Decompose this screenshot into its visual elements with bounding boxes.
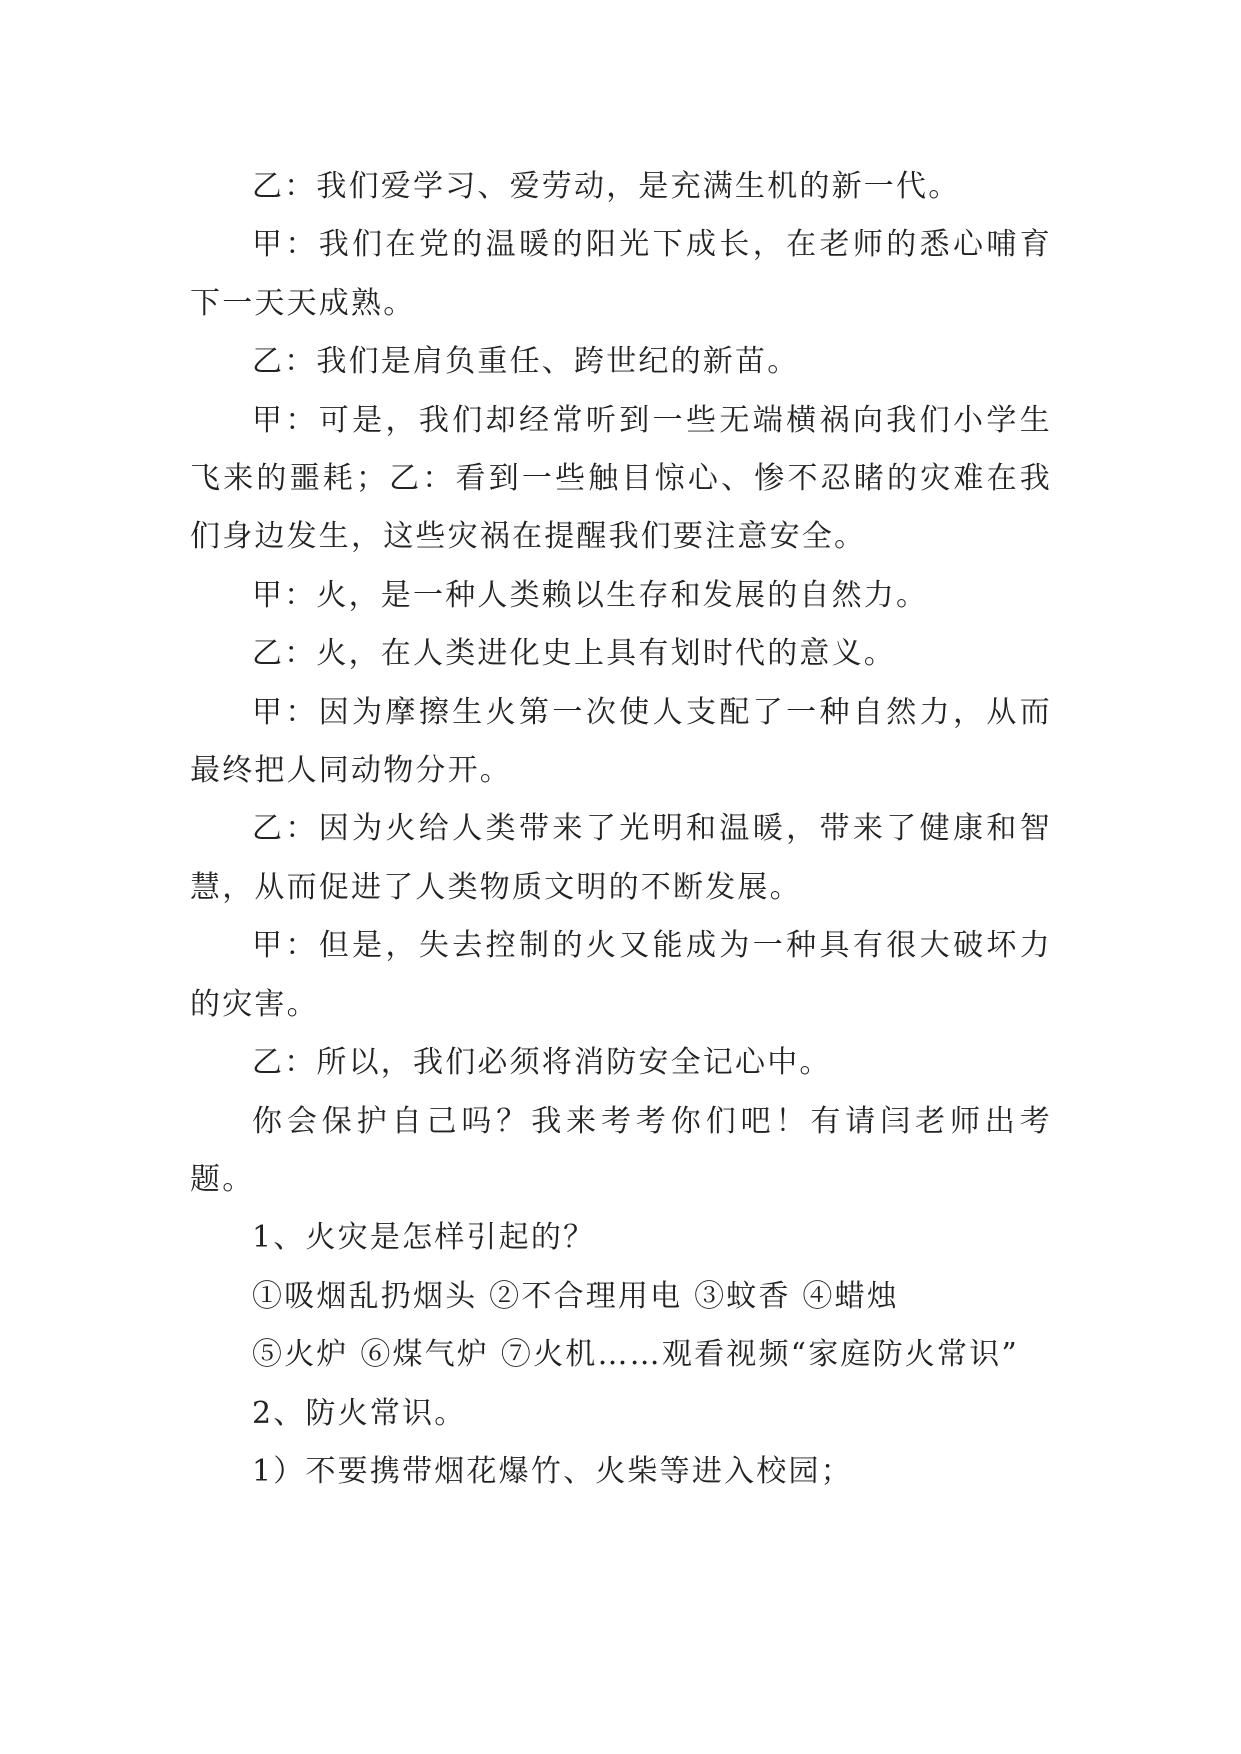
fire-causes-list-1: ①吸烟乱扔烟头 ②不合理用电 ③蚊香 ④蜡烛 (252, 1278, 900, 1314)
question-1-heading: 1、火灾是怎样引起的？ (252, 1220, 596, 1256)
paragraph-2: 甲：我们在党的温暖的阳光下成长，在老师的悉心哺育下一天天成熟。 (190, 227, 1052, 321)
paragraph-6: 乙：火，在人类进化史上具有划时代的意义。 (252, 636, 896, 672)
paragraph-5: 甲：火，是一种人类赖以生存和发展的自然力。 (252, 577, 929, 613)
paragraph-4: 甲：可是，我们却经常听到一些无端横祸向我们小学生飞来的噩耗；乙：看到一些触目惊心、惨不忍睹的灾难在我们身边发生，这些灾祸在提醒我们要注意安全。 (190, 402, 1052, 555)
paragraph-7: 甲：因为摩擦生火第一次使人支配了一种自然力，从而最终把人同动物分开。 (190, 694, 1052, 789)
paragraph-11: 你会保护自己吗？我来考考你们吧！有请闫老师出考题。 (190, 1103, 1052, 1197)
paragraph-10: 乙：所以，我们必须将消防安全记心中。 (252, 1045, 832, 1081)
paragraph-8: 乙：因为火给人类带来了光明和温暖，带来了健康和智慧，从而促进了人类物质文明的不断发展。 (190, 811, 1052, 905)
fire-prevention-item-1: 1）不要携带烟花爆竹、火柴等进入校园； (252, 1453, 853, 1489)
paragraph-1: 乙：我们爱学习、爱劳动，是充满生机的新一代。 (252, 169, 961, 204)
paragraph-9: 甲：但是，失去控制的火又能成为一种具有很大破坏力的灾害。 (190, 928, 1052, 1022)
document-page (190, 158, 1052, 1501)
section-2-heading: 2、防火常识。 (252, 1395, 467, 1431)
paragraph-3: 乙：我们是肩负重任、跨世纪的新苗。 (252, 344, 800, 380)
fire-causes-list-2: ⑤火炉 ⑥煤气炉 ⑦火机……观看视频“家庭防火常识” (252, 1337, 1019, 1373)
